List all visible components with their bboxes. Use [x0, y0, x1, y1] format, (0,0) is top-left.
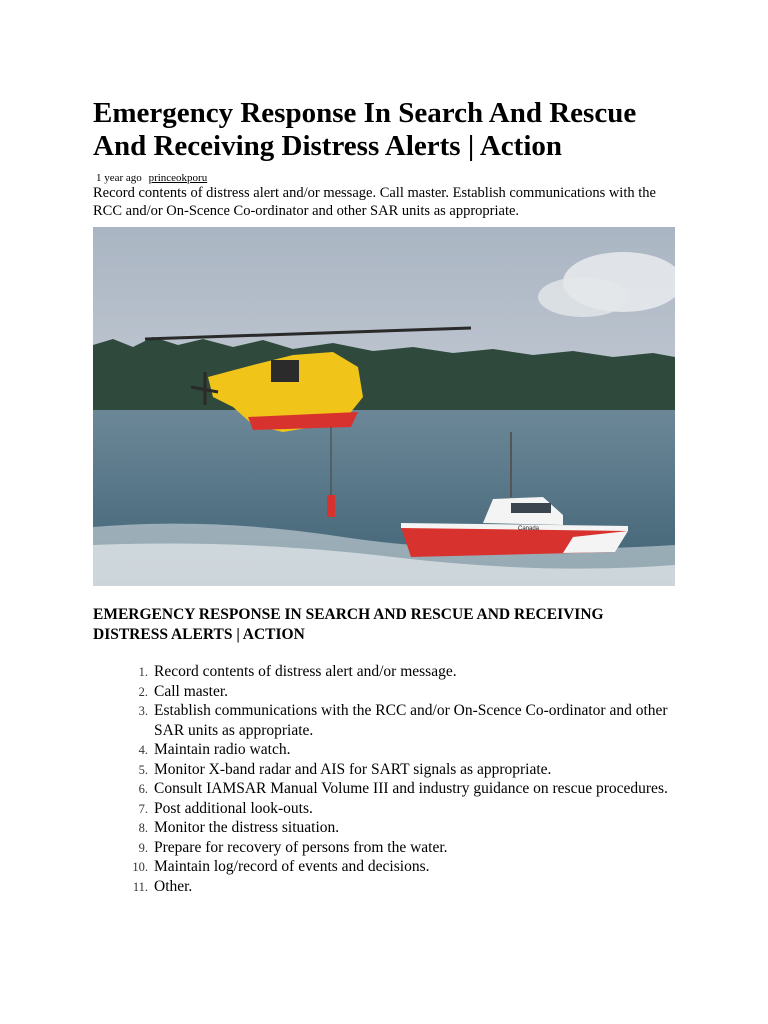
step-text: Record contents of distress alert and/or message. [154, 663, 457, 680]
step-text: Other. [154, 877, 193, 895]
article-meta [96, 172, 207, 185]
list-item [93, 838, 677, 858]
step-text: Maintain log/record of events and decisions. [154, 858, 430, 875]
step-number: 4 . [93, 741, 148, 761]
intro-paragraph: Record contents of distress alert and/or message. Call master. Establish communications with the RCC and/or On-Scence Co-ordinator and other SAR units as appropriate. [93, 185, 656, 219]
boat-label: Canada [518, 526, 540, 532]
step-text: Establish communications with the RCC and/or On-Scence Co-ordinator and other SAR units as appropriate. [154, 702, 668, 739]
rescue-photo [93, 227, 675, 586]
step-number: 6 . [93, 780, 148, 800]
step-text: Monitor the distress situation. [154, 819, 340, 836]
step-number: 9 . [93, 839, 148, 859]
list-item [93, 662, 677, 682]
step-number: 8 . [93, 819, 148, 839]
page-title: Emergency Response In Search And Rescue And Receiving Distress Alerts | Action [93, 97, 637, 162]
list-item [93, 760, 677, 780]
rescue-illustration [93, 227, 675, 586]
step-number: 3 . [93, 702, 148, 722]
step-number: 10 . [93, 858, 148, 878]
step-text: Consult IAMSAR Manual Volume III and industry guidance on rescue procedures. [154, 780, 668, 797]
list-item [93, 877, 677, 897]
step-number: 7 . [93, 800, 148, 820]
step-text: Prepare for recovery of persons from the water. [154, 838, 448, 856]
list-item [93, 857, 677, 877]
author-link[interactable]: princeokporu [148, 172, 208, 184]
list-item [93, 779, 677, 799]
list-item [93, 682, 677, 702]
step-text: Monitor X-band radar and AIS for SART signals as appropriate. [154, 760, 552, 778]
step-number: 2 . [93, 683, 148, 703]
step-text: Call master. [154, 682, 229, 700]
list-item [93, 740, 677, 760]
post-age: 1 year ago [96, 172, 142, 184]
step-number: 5 . [93, 761, 148, 781]
step-number: 11 . [93, 878, 148, 898]
step-text: Maintain radio watch. [154, 741, 291, 758]
section-heading: EMERGENCY RESPONSE IN SEARCH AND RESCUE AND RECEIVING DISTRESS ALERTS | ACTION [93, 606, 604, 643]
step-number: 1 . [93, 663, 148, 683]
list-item [93, 818, 677, 838]
action-steps-list [93, 662, 677, 896]
rescuer [327, 495, 335, 517]
list-item [93, 701, 677, 740]
step-text: Post additional look-outs. [154, 799, 313, 817]
list-item [93, 799, 677, 819]
